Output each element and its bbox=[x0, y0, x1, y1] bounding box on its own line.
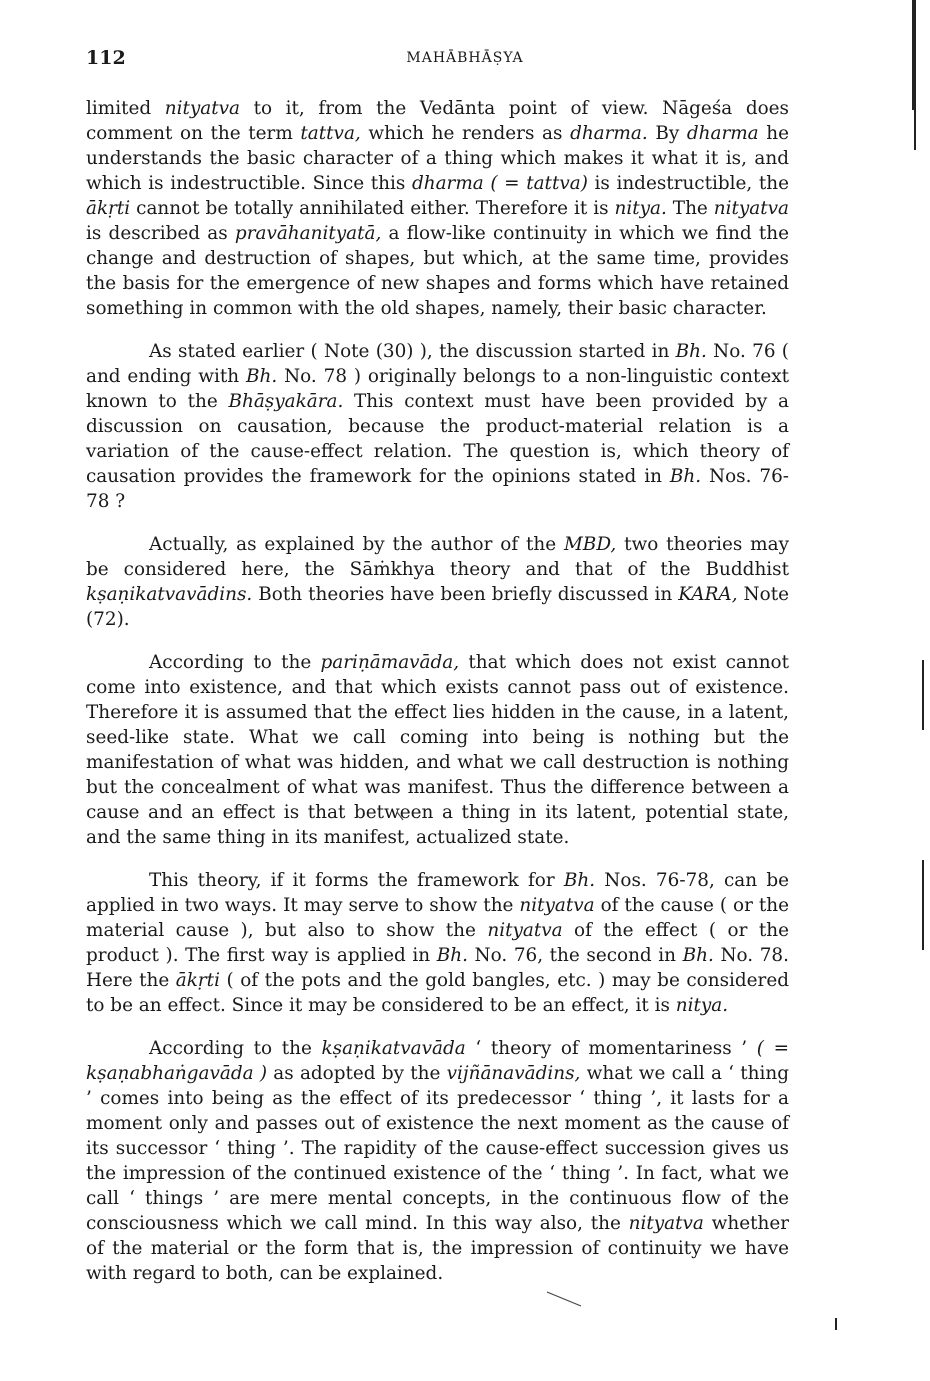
paragraph-5: This theory, if it forms the framework for Bh. Nos. 76-78, can be applied in two ways. It may serve to show the nityatva of the cause ( or the material cause ), but also to show the nityatva of the effect ( or the product ). The first way is applied in Bh. No. 76, the second in Bh. No. 78. Here the ākṛti ( of the pots and the gold bangles, etc. ) may be considered to be an effect. Since it may be considered to be an effect, it is nitya. bbox=[86, 870, 790, 1016]
paragraph-6: According to the kṣaṇikatvavāda ‘ theory of momentariness ’ ( = kṣaṇabhaṅgavāda ) as adopted by the vijñānavādins, what we call a ‘ thing ’ comes into being as the effect of its predecessor ‘ thing ’, it lasts for a moment only and passes out of existence the next moment as the cause of its successor ‘ thing ’. The rapidity of the cause-effect succession gives us the impression of the continued existence of the ‘ thing ’. In fact, what we call ‘ things ’ are mere mental concepts, in the continuous flow of the consciousness which we call mind. In this way also, the nityatva whether of the material or the form that is, the impression of continuity we have with regard to both, can be explained. bbox=[86, 1038, 790, 1284]
paragraph-2: As stated earlier ( Note (30) ), the discussion started in Bh. No. 76 ( and ending with Bh. No. 78 ) originally belongs to a non-linguistic context known to the Bhāṣyakāra. This context must have been provided by a discussion on causation, because the product-material relation is a variation of the cause-effect relation. The question is, which theory of causation provides the framework for the opinions stated in Bh. Nos. 76-78 ? bbox=[86, 341, 789, 512]
page-number: 112 bbox=[86, 47, 126, 69]
body-text bbox=[86, 96, 789, 1286]
stray-pen-mark bbox=[545, 1290, 585, 1310]
paragraph-4: According to the pariṇāmavāda, that which does not exist cannot come into existence, and that which exists cannot pass out of existence. Therefore it is assumed that the effect lies hidden in the cause, in a latent, seed-like state. What we call coming into being is nothing but the manifestation of what was hidden, and what we call destruction is nothing but the concealment of what was manifest. Thus the difference between a cause and an effect is that between a thing in its latent, potential state, and the same thing in its manifest, actualized state. bbox=[86, 652, 789, 848]
scan-edge-mark bbox=[922, 860, 924, 950]
scan-edge-mark bbox=[912, 0, 916, 110]
scan-edge-mark bbox=[835, 1318, 837, 1330]
scan-edge-mark bbox=[922, 660, 924, 730]
paragraph-3: Actually, as explained by the author of the MBD, two theories may be considered here, the Sāṁkhya theory and that of the Buddhist kṣaṇikatvavādins. Both theories have been briefly discussed in KARA, Note (72). bbox=[86, 534, 789, 630]
running-head: MAHĀBHĀṢYA bbox=[406, 50, 524, 66]
paragraph-1: limited nityatva to it, from the Vedānta point of view. Nāgeśa does comment on the term tattva, which he renders as dharma. By dharma he understands the basic character of a thing which makes it what it is, and which is indestructible. Since this dharma ( = tattva) is indestructible, the ākṛti cannot be totally annihilated either. Therefore it is nitya. The nityatva is described as pravāhanityatā, a flow-like continuity in which we find the change and destruction of shapes, but which, at the same time, provides the basis for the emergence of new shapes and forms which have retained something in common with the old shapes, namely, their basic character. bbox=[86, 98, 790, 319]
stray-pen-mark bbox=[395, 810, 407, 824]
scan-edge-mark bbox=[914, 110, 916, 150]
